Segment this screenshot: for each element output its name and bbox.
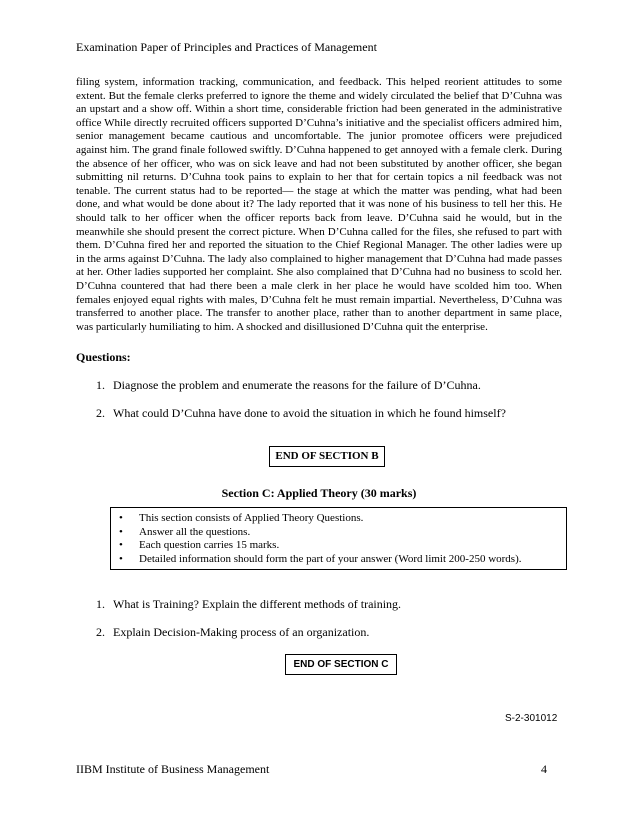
instructions-list [119,512,566,566]
question-number: 1. [96,597,105,611]
bullet-icon: • [119,525,123,538]
instruction-text: Each question carries 15 marks. [139,539,280,551]
question-item [76,378,566,393]
section-c-title: Section C: Applied Theory (30 marks) [221,486,417,500]
question-text: What is Training? Explain the different methods of training. [113,597,402,611]
footer-page-number: 4 [541,762,547,776]
bullet-icon: • [119,552,123,565]
question-item [76,406,566,421]
page-header: Examination Paper of Principles and Practices of Management [76,40,377,54]
instruction-item [119,526,566,540]
question-item [76,597,566,612]
question-text: What could D’Cuhna have done to avoid the situation in which he found himself? [113,406,506,420]
instructions-box [110,507,567,570]
bullet-icon: • [119,512,123,524]
question-text: Explain Decision-Making process of an organization. [113,625,370,639]
case-passage: filing system, information tracking, communication, and feedback. This helped reorient attitudes to some extent. But the female clerks preferred to ignore the theme and widely circulated the belief that D’Cuhna was an upstart and a show off. Within a short time, considerable friction had been generated in the administrative office While directly recruited officers supported D’Cuhna’s initiative and the specialist officers admired him, senior management became cautious and uncomfortable. The junior promotee officers were prejudiced against him. The grand finale followed swiftly. D’Cuhna happened to get annoyed with a female clerk. During the absence of her officer, who was on sick leave and had not been substituted by another officer, she began submitting nil returns. D’Cuhna took pains to explain to her that for certain topics a nil feedback was not tenable. The current status had to be reported— the stage at which the matter was pending, what had been done, and what would be done about it? The lady reported that it was none of his business to tell her this. He should talk to her officer when the officer reports back from leave. D’Cuhna said he would, but in the meanwhile she should present the correct picture. When D’Cuhna called for the files, she refused to part with them. D’Cuhna fired her and reported the situation to the Chief Regional Manager. The other ladies were up in the arms against D’Cuhna. The lady also complained to higher management that D’Cuhna had made passes at her. Other ladies supported her complaint. She also complained that D’Cuhna had no business to scold her. D’Cuhna countered that had there been a male clerk in her place he would have scolded him too. When females enjoyed equal rights with males, D’Cuhna felt he must remain impartial. Nevertheless, D’Cuhna was transferred to another place. The transfer to another place, rather than to another department in same place, was particularly humiliating to him. A shocked and disillusioned D’Cuhna quit the enterprise. [76,76,562,333]
instruction-item [119,539,566,553]
bullet-icon: • [119,539,123,551]
question-text: Diagnose the problem and enumerate the reasons for the failure of D’Cuhna. [113,378,481,392]
end-of-section-b-box: END OF SECTION B [269,446,385,467]
question-item [76,625,566,640]
question-number: 2. [96,406,105,420]
end-of-section-c-box: END OF SECTION C [285,654,397,675]
instruction-item [119,512,566,526]
instruction-text: This section consists of Applied Theory Questions. [139,512,364,524]
questions-heading: Questions: [76,350,131,364]
section-b-questions [76,378,566,434]
question-number: 1. [96,378,105,392]
footer-institute: IIBM Institute of Business Management [76,762,270,776]
question-number: 2. [96,625,105,639]
paper-code: S-2-301012 [505,713,558,724]
instruction-item [119,553,566,567]
instruction-text: Answer all the questions. [139,525,251,538]
section-c-questions [76,597,566,653]
instruction-text: Detailed information should form the part of your answer (Word limit 200-250 words). [139,552,522,565]
